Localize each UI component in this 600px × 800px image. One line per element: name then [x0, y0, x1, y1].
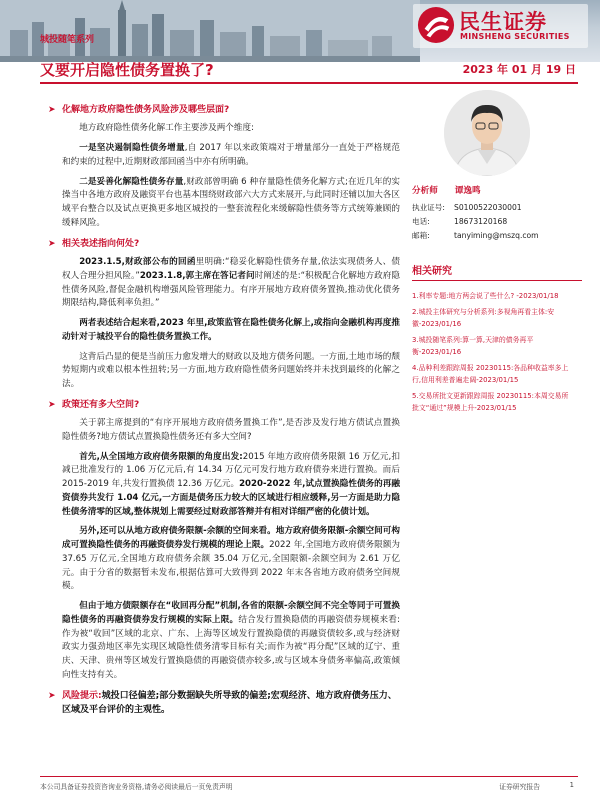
analyst-label: 分析师 — [412, 186, 438, 196]
analyst-photo — [444, 90, 530, 176]
contact-row: 执业证号: S0100522030001 — [412, 203, 522, 212]
paragraph: 二是妥善化解隐性债务存量,财政部曾明确 6 种存量隐性债务化解方式;在近几年的实操当中各地方政府及融资平台也基本围绕财政部六大方式来展开,与此同时还辅以加大各区域平台整合以及试点更换更多地区城投的一整套流程化来缓解隐性债务等方式统筹兼顾的缓释风险。 — [62, 176, 400, 228]
paragraph: 地方政府隐性债务化解工作主要涉及两个维度: — [79, 123, 254, 134]
related-item[interactable]: 2.城投主体研究与分析系列:多视角再看主体:安徽-2023/01/16 — [412, 308, 555, 328]
page-number: 1 — [569, 781, 574, 789]
footer-disclaimer: 本公司具备证券投资咨询业务资格,请务必阅读最后一页免责声明 — [40, 783, 233, 791]
section-heading: ➤ 化解地方政府隐性债务风险涉及哪些层面? — [48, 103, 400, 117]
footer-divider — [40, 776, 578, 777]
logo-text-en: MINSHENG SECURITIES — [460, 32, 570, 41]
arrow-bullet-icon: ➤ — [48, 238, 56, 249]
related-item[interactable]: 5.交易所批文更新跟踪周报 20230115:本周交易所批文“通过”规模上升-2023/01/15 — [412, 392, 569, 412]
header-divider — [40, 82, 578, 84]
minsheng-logo-icon — [417, 6, 455, 44]
paragraph: 两者表述结合起来看,2023 年里,政策监管在隐性债务化解上,或指向金融机构再度推动针对于城投平台的隐性债务置换工作。 — [62, 318, 400, 342]
analyst-contact — [412, 201, 539, 243]
footer-doc-type: 证券研究报告 — [499, 783, 540, 791]
related-item[interactable]: 4.品种利差跟踪周报 20230115:各品种收益率多上行,信用利差普遍走阔-2023/01/15 — [412, 364, 569, 384]
section-heading: ➤ 政策还有多大空间? — [48, 398, 400, 412]
header-banner — [0, 0, 600, 62]
report-date: 2023 年 01 月 19 日 — [462, 63, 576, 76]
arrow-bullet-icon: ➤ — [48, 690, 56, 701]
related-item[interactable]: 1.利率专题:地方两会说了些什么? -2023/01/18 — [412, 292, 559, 300]
paragraph: 另外,还可以从地方政府债务限额-余额的空间来看。地方政府债务限额-余额空间可构成可置换隐性债务的再融资债券发行规模的理论上限。2022 年,全国地方政府债务限额为 37.65 万亿元,全国地方政府债务余额 35.04 万亿元,全国限额-余额空间为 2.61 万亿元。由于分省的数据暂未发布,根据估算可大致得到 2022 年末各省地方政府债务空间规模。 — [62, 526, 400, 592]
related-research-title: 相关研究 — [412, 262, 582, 281]
logo-text-cn: 民生证券 — [459, 10, 547, 34]
contact-row[interactable]: 邮箱: tanyiming@mszq.com — [412, 231, 539, 240]
related-item[interactable]: 3.城投随笔系列:算一算,天津的债务再平衡-2023/01/16 — [412, 336, 534, 356]
report-title: 又要开启隐性债务置换了? — [40, 61, 214, 79]
avatar-portrait-icon — [444, 90, 530, 176]
contact-row: 电话: 18673120168 — [412, 217, 508, 226]
paragraph: 这背后凸显的便是当前压力愈发增大的财政以及地方债务问题。一方面,土地市场的颓势短期内或难以根本性扭转;另一方面,地方政府隐性债务问题始终并未找到最终的化解之法。 — [62, 351, 400, 390]
report-series: 城投随笔系列 — [40, 35, 95, 45]
arrow-bullet-icon: ➤ — [48, 105, 56, 115]
related-research-list — [412, 290, 572, 418]
paragraph: 但由于地方债限额存在“收回再分配”机制,各省的限额-余额空间不完全等同于可置换隐性债务的再融资债券发行规模的实际上限。结合发行置换隐债的再融资债券规模来看:作为被“收回”区域的北京、广东、上海等区域发行置换隐债的再融资债较多,或与经济财政实力强劲地区率先实现区域隐性债务清零目标有关;而作为被“再分配”区域的辽宁、重庆、天津、贵州等区域发行置换隐债的再融资债亦较多,或与区域本身债务率偏高,政策倾向性支持有关。 — [62, 601, 400, 680]
brand-logo — [413, 4, 588, 48]
paragraph: 2023.1.5,财政部公布的回函里明确:“稳妥化解隐性债务存量,依法实现债务人、债权人合理分担风险。”2023.1.8,郭主席在答记者问时阐述的是:“积极配合化解地方政府隐性债务风险,督促金融机构增强风险管理能力。有序开展地方政府债务置换,推动优化债务期限结构,降低利率负担。” — [62, 257, 400, 309]
risk-warning: ➤ 风险提示:城投口径偏差;部分数据缺失所导致的偏差;宏观经济、地方政府债务压力、区域及平台评价的主观性。 — [48, 690, 397, 716]
section-heading: ➤ 相关表述指向何处? — [48, 237, 400, 251]
main-content — [40, 100, 400, 722]
analyst-line — [412, 184, 495, 196]
paragraph: 首先,从全国地方政府债务限额的角度出发:2015 年地方政府债务限额 16 万亿元,扣减已批准发行的 1.06 万亿元后,有 14.34 万亿元可发行地方政府债券来进行置换。而后 2015-2019 年,共发行置换债 12.36 万亿元。2020-2022 年,试点置换隐性债务的再融资债券共发行 1.04 亿元,一方面是债务压力较大的区域进行相应缓释,另一方面是助力隐性债务清零的区域,整体规划上需要经过财政部答辩并有相对详细严密的化债计划。 — [62, 451, 401, 517]
city-skyline-image — [0, 0, 420, 62]
analyst-name: 谭逸鸣 — [454, 186, 481, 196]
paragraph: 关于郭主席提到的“有序开展地方政府债务置换工作”,是否涉及发行地方债试点置换隐性债务?地方债试点置换隐性债务还有多大空间? — [62, 418, 400, 442]
arrow-bullet-icon: ➤ — [48, 399, 56, 410]
paragraph: 一是坚决遏制隐性债务增量,自 2017 年以来政策端对于增量部分一直处于严格规范和约束的过程中,近期财政部回函当中亦有所明确。 — [62, 143, 400, 167]
